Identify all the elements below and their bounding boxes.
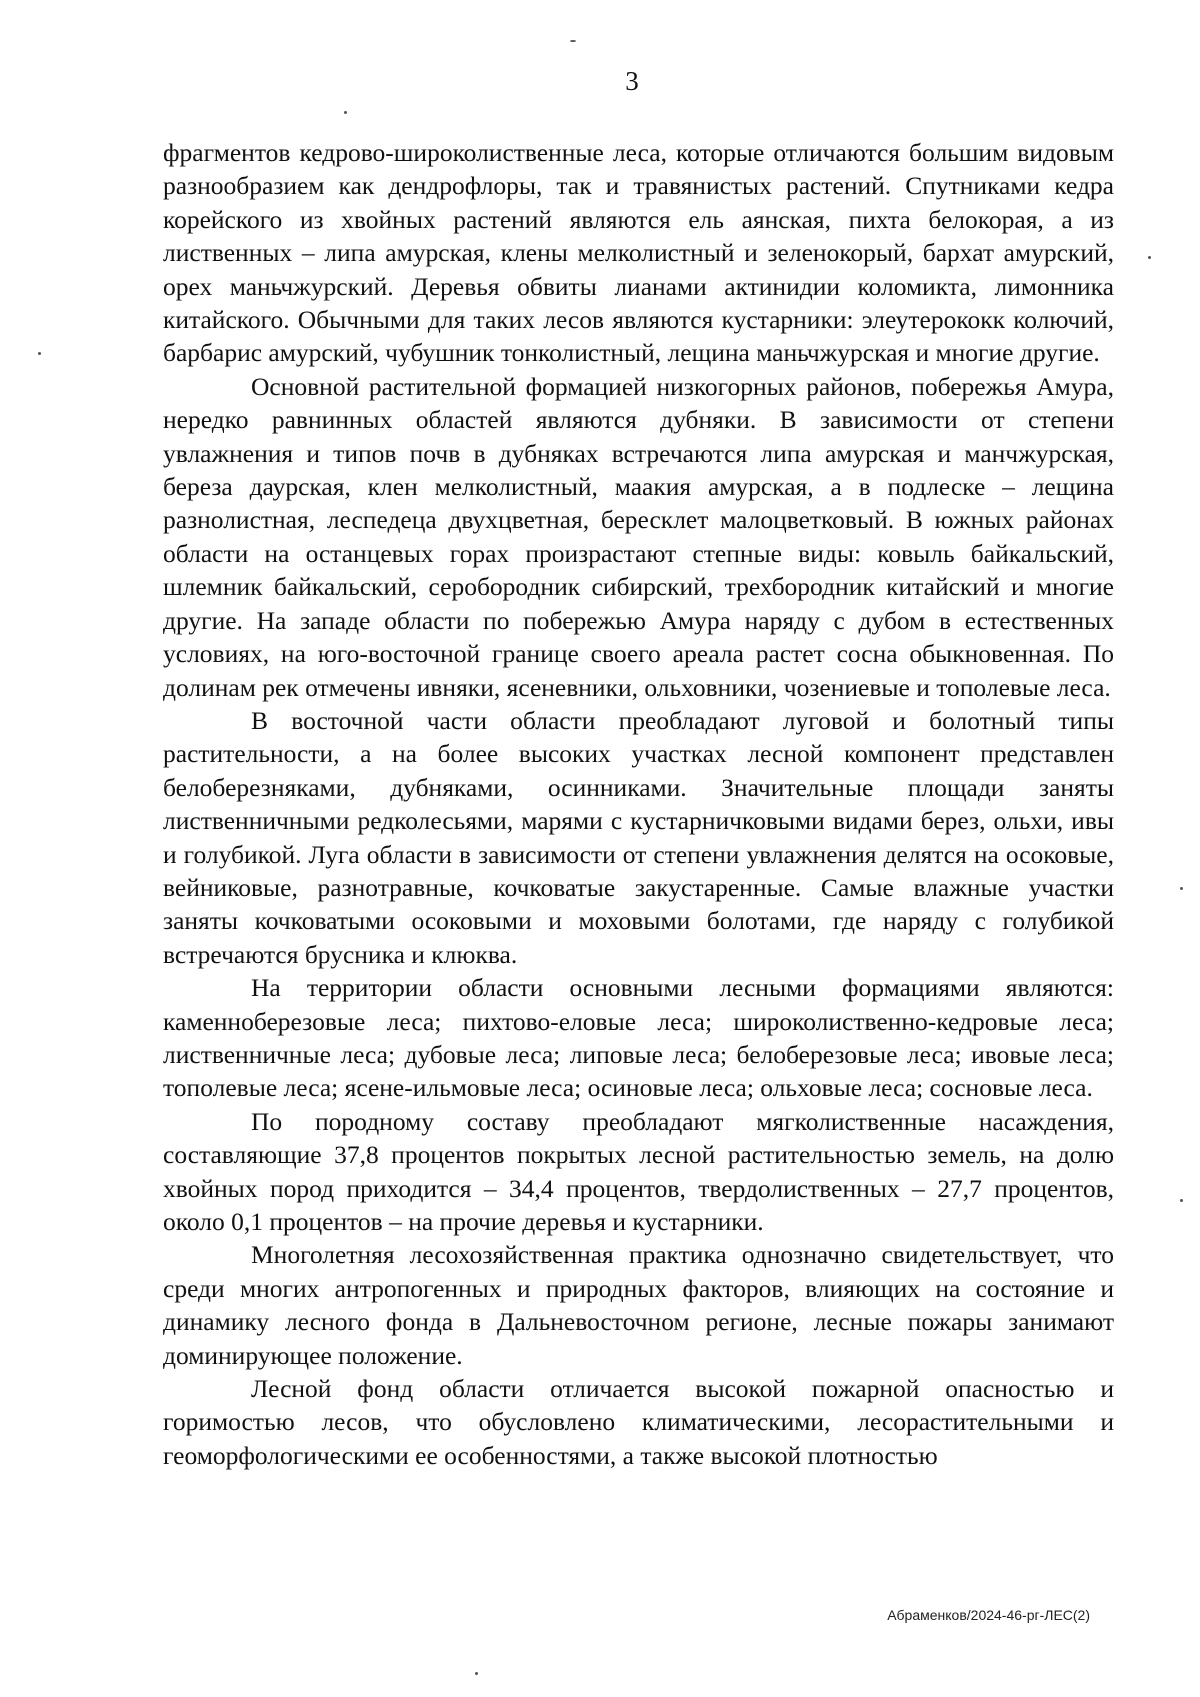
scan-speck bbox=[344, 111, 347, 114]
paragraph: Лесной фонд области отличается высокой пожарной опасностью и горимостью лесов, что обусловлено климатическими, лесорастительными и геоморфологическими ее особенностями, а также высокой плотностью bbox=[163, 1374, 1114, 1470]
scan-speck bbox=[1180, 887, 1183, 890]
scan-speck bbox=[570, 40, 576, 42]
document-footer-code: Абраменков/2024-46-рг-ЛЕС(2) bbox=[887, 1607, 1090, 1623]
scan-speck bbox=[1180, 1199, 1183, 1202]
paragraph: фрагментов кедрово-широколиственные леса, которые отличаются большим видовым разнообразием как дендрофлоры, так и травянистых растений. Спутниками кедра корейского из хвойных растений являются ель аянская, пихта белокорая, а из лиственных – липа амурская, клены мелколистный и зеленокорый, бархат амурский, орех маньчжурский. Деревья обвиты лианами актинидии коломикта, лимонника китайского. Обычными для таких лесов являются кустарники: элеутерококк колючий, барбарис амурский, чубушник тонколистный, лещина маньчжурская и многие другие. bbox=[163, 138, 1114, 368]
paragraph: В восточной части области преобладают луговой и болотный типы растительности, а на более высоких участках лесной компонент представлен белоберезняками, дубняками, осинниками. Значительные площади заняты лиственничными редколесьями, марями с кустарничковыми видами берез, ольхи, ивы и голубикой. Луга области в зависимости от степени увлажнения делятся на осоковые, вейниковые, разнотравные, кочковатые закустаренные. Самые влажные участки заняты кочковатыми осоковыми и моховыми болотами, где наряду с голубикой встречаются брусника и клюква. bbox=[163, 705, 1114, 969]
paragraph: На территории области основными лесными формациями являются: каменноберезовые леса; пихтово-еловые леса; широколиственно-кедровые леса; лиственничные леса; дубовые леса; липовые леса; белоберезовые леса; ивовые леса; тополевые леса; ясене-ильмовые леса; осиновые леса; ольховые леса; сосновые леса. bbox=[163, 973, 1114, 1103]
scan-speck bbox=[38, 352, 41, 355]
paragraph: По породному составу преобладают мягколиственные насаждения, составляющие 37,8 процентов покрытых лесной растительностью земель, на долю хвойных пород приходится – 34,4 процентов, твердолиственных – 27,7 процентов, около 0,1 процентов – на прочие деревья и кустарники. bbox=[163, 1106, 1114, 1236]
paragraph: Основной растительной формацией низкогорных районов, побережья Амура, нередко равнинных областей являются дубняки. В зависимости от степени увлажнения и типов почв в дубняках встречаются липа амурская и манчжурская, береза даурская, клен мелколистный, маакия амурская, а в подлеске – лещина разнолистная, леспедеца двухцветная, бересклет малоцветковый. В южных районах области на останцевых горах произрастают степные виды: ковыль байкальский, шлемник байкальский, серобородник сибирский, трехбородник китайский и многие другие. На западе области по побережью Амура наряду с дубом в естественных условиях, на юго-восточной границе своего ареала растет сосна обыкновенная. По долинам рек отмечены ивняки, ясеневники, ольховники, чозениевые и тополевые леса. bbox=[163, 371, 1114, 702]
document-body bbox=[163, 136, 1114, 1472]
page-number: 3 bbox=[625, 66, 639, 96]
scan-speck bbox=[475, 1672, 478, 1675]
scan-speck bbox=[1148, 256, 1151, 259]
paragraph: Многолетняя лесохозяйственная практика однозначно свидетельствует, что среди многих антропогенных и природных факторов, влияющих на состояние и динамику лесного фонда в Дальневосточном регионе, лесные пожары занимают доминирующее положение. bbox=[163, 1240, 1114, 1370]
